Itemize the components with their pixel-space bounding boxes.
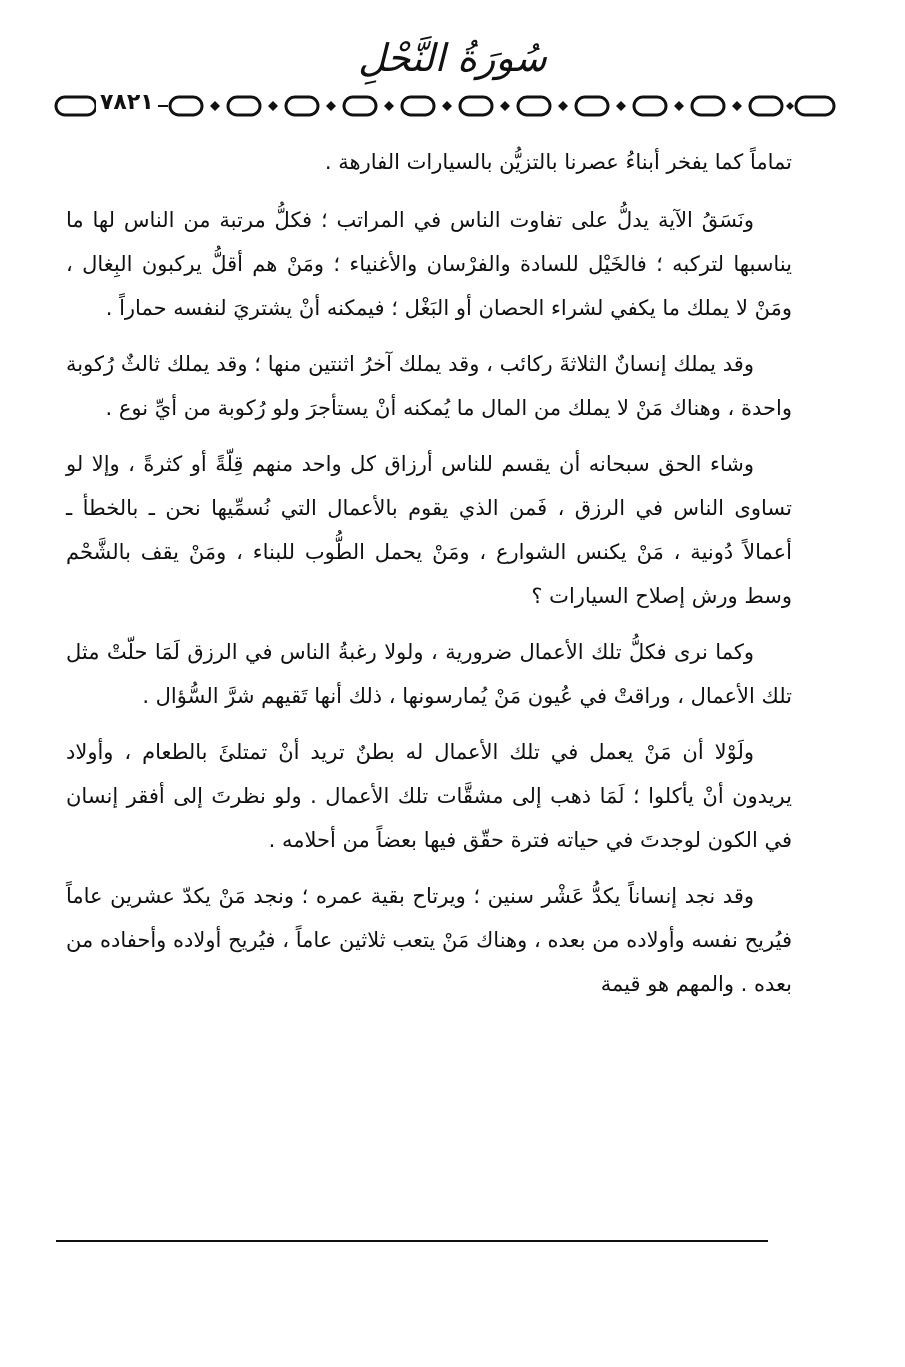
page-number: ٧٨٢١ <box>96 88 158 118</box>
body-text <box>66 140 792 1018</box>
paragraph: وقد يملك إنسانٌ الثلاثةَ ركائب ، وقد يملك آخرُ اثنتين منها ؛ وقد يملك ثالثٌ رُكوبة واحدة ، وهناك مَنْ لا يملك من المال ما يُمكنه أنْ يستأجرَ ولو رُكوبة من أيِّ نوع . <box>66 352 792 420</box>
surah-title: سُورَةُ النَّحْلِ <box>358 36 547 80</box>
paragraph: وشاء الحق سبحانه أن يقسم للناس أرزاق كل واحد منهم قِلّةً أو كثرةً ، وإلا لو تساوى الناس في الرزق ، فَمن الذي يقوم بالأعمال التي نُسمِّيها نحن ـ بالخطأ ـ أعمالاً دُونية ، مَنْ يكنس الشوارع ، ومَنْ يحمل الطُّوب للبناء ، ومَنْ يقف بالشَّحْم وسط ورش إصلاح السيارات ؟ <box>66 452 792 608</box>
decorative-chain-border <box>50 86 840 126</box>
paragraph: تماماً كما يفخر أبناءُ عصرنا بالتزيُّن بالسيارات الفارهة . <box>324 150 792 174</box>
paragraph: وكما نرى فكلُّ تلك الأعمال ضرورية ، ولولا رغبةُ الناس في الرزق لَمَا حلّتْ مثل تلك الأعمال ، وراقتْ في عُيون مَنْ يُمارسونها ، ذلك أنها تَقيهم شرَّ السُّؤال . <box>66 640 792 708</box>
paragraph: ونَسَقُ الآية يدلُّ على تفاوت الناس في المراتب ؛ فكلُّ مرتبة من الناس لها ما يناسبها لتركبه ؛ فالخَيْل للسادة والفرْسان والأغنياء ؛ ومَنْ هم أقلُّ يركبون البِغال ، ومَنْ لا يملك ما يكفي لشراء الحصان أو البَغْل ؛ فيمكنه أنْ يشتريَ لنفسه حماراً . <box>66 208 792 320</box>
paragraph: وقد نجد إنساناً يكدُّ عَشْر سنين ؛ ويرتاح بقية عمره ؛ ونجد مَنْ يكدّ عشرين عاماً فيُريح نفسه وأولاده من بعده ، وهناك مَنْ يتعب ثلاثين عاماً ، فيُريح أولاده وأحفاده من بعده . والمهم هو قيمة <box>66 884 792 996</box>
footer-rule <box>56 1240 768 1242</box>
paragraph: ولَوْلا أن مَنْ يعمل في تلك الأعمال له بطنٌ تريد أنْ تمتلئَ بالطعام ، وأولاد يريدون أنْ يأكلوا ؛ لَمَا ذهب إلى مشقَّات تلك الأعمال . ولو نظرتَ إلى أفقر إنسان في الكون لوجدتَ في حياته فترة حقّق فيها بعضاً من أحلامه . <box>66 740 792 852</box>
